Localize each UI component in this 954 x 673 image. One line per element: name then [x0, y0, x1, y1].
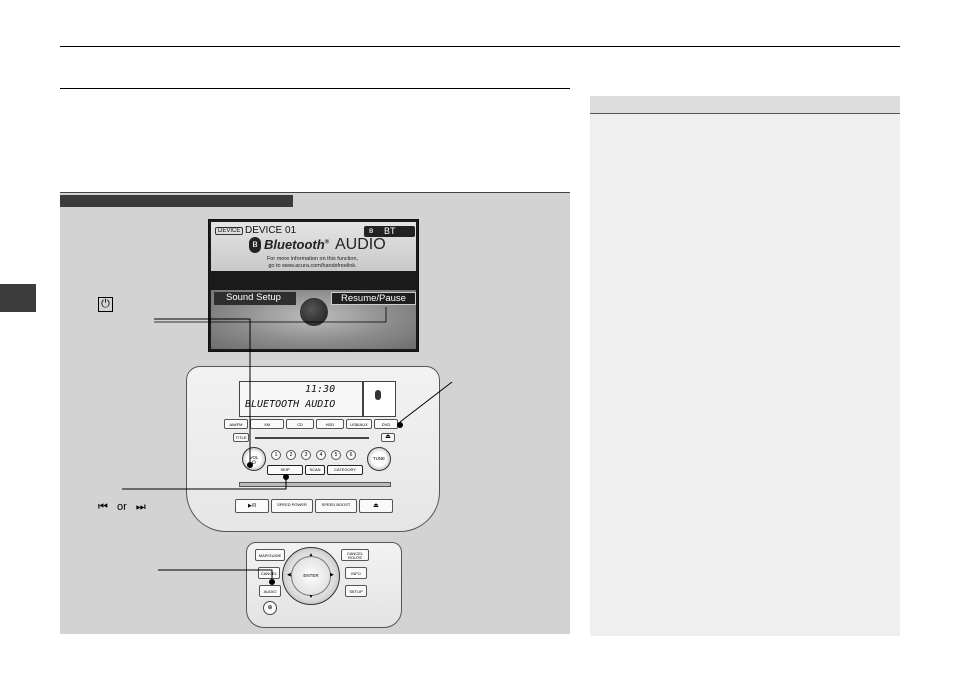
dvd-button[interactable]: DVD: [374, 419, 398, 429]
voice-icon[interactable]: ⊕: [263, 601, 277, 615]
callout-skip-dot: [284, 475, 289, 480]
callout-audio-line: [158, 570, 272, 582]
dial-down-arrow-icon: ▼: [308, 594, 314, 600]
skip-back-icon: ⏮: [98, 501, 108, 513]
callout-audio-dot: [270, 580, 275, 585]
skip-or-text: or: [116, 501, 127, 513]
info-line-1: For more information on this function,: [266, 256, 359, 262]
cancel-route-button[interactable]: CANCEL ROUTE: [341, 549, 369, 561]
bottom-button-2[interactable]: SPEED POWER: [271, 499, 313, 513]
info-line-2: go to www.acura.com/handsfreelink.: [268, 263, 357, 269]
title-button[interactable]: TITLE: [233, 433, 249, 442]
info-button[interactable]: INFO: [345, 567, 367, 579]
dial-left-arrow-icon: ◀: [287, 572, 291, 578]
bluetooth-icon: ʙ: [369, 226, 374, 235]
bottom-eject-button[interactable]: ⏏: [359, 499, 393, 513]
audio-button[interactable]: AUDIO: [259, 585, 281, 597]
callout-skip-line: [122, 477, 286, 489]
power-icon: ⏻: [252, 460, 256, 466]
lcd-text: BLUETOOTH AUDIO: [245, 399, 336, 410]
callout-usb-line: [400, 382, 452, 422]
am-fm-button[interactable]: AM/FM: [224, 419, 248, 429]
power-button-icon: ⏻: [98, 297, 113, 312]
cancel-button[interactable]: CANCEL: [258, 567, 280, 579]
preset-4[interactable]: 4: [316, 450, 326, 460]
preset-3[interactable]: 3: [301, 450, 311, 460]
device-name: DEVICE 01: [245, 225, 297, 236]
vol-label: VOL: [249, 455, 259, 460]
preset-1[interactable]: 1: [271, 450, 281, 460]
resume-pause-button[interactable]: Resume/Pause: [331, 292, 416, 305]
preset-5[interactable]: 5: [331, 450, 341, 460]
callout-usb-dot: [398, 423, 403, 428]
category-button[interactable]: CATEGORY: [327, 465, 363, 475]
tune-label: TUNE: [372, 456, 386, 461]
sound-setup-button[interactable]: Sound Setup: [214, 292, 296, 305]
lcd-clock: 11:30: [305, 384, 336, 395]
bluetooth-logo-icon: ʙ: [249, 237, 261, 253]
brand-mark: ®: [324, 239, 330, 246]
cd-button[interactable]: CD: [286, 419, 314, 429]
usb-aux-button[interactable]: USB/AUX: [346, 419, 372, 429]
xm-button[interactable]: XM: [250, 419, 284, 429]
map-guide-button[interactable]: MAP/GUIDE: [255, 549, 285, 561]
preset-6[interactable]: 6: [346, 450, 356, 460]
callout-power-line: [154, 319, 250, 465]
setup-button[interactable]: SETUP: [345, 585, 367, 597]
skip-callout-glyphs: [98, 501, 146, 514]
callout-power-dot: [248, 463, 253, 468]
bottom-button-3[interactable]: SPEED BOOST: [315, 499, 357, 513]
preset-2[interactable]: 2: [286, 450, 296, 460]
play-pause-button[interactable]: ▶/II: [235, 499, 269, 513]
hdd-button[interactable]: HDD: [316, 419, 344, 429]
dial-up-arrow-icon: ▲: [308, 552, 314, 558]
audio-title: AUDIO: [335, 236, 386, 253]
bt-label: BT: [384, 226, 396, 236]
brand-name: Bluetooth: [264, 237, 325, 252]
scan-button[interactable]: SCAN: [305, 465, 325, 475]
device-tag: DEVICE: [215, 227, 243, 235]
skip-forward-icon: ⏭: [135, 501, 146, 513]
eject-button[interactable]: ⏏: [381, 433, 395, 442]
skip-button[interactable]: SKIP: [267, 465, 303, 475]
enter-label: ENTER: [303, 573, 319, 578]
dial-right-arrow-icon: ▶: [330, 572, 334, 578]
